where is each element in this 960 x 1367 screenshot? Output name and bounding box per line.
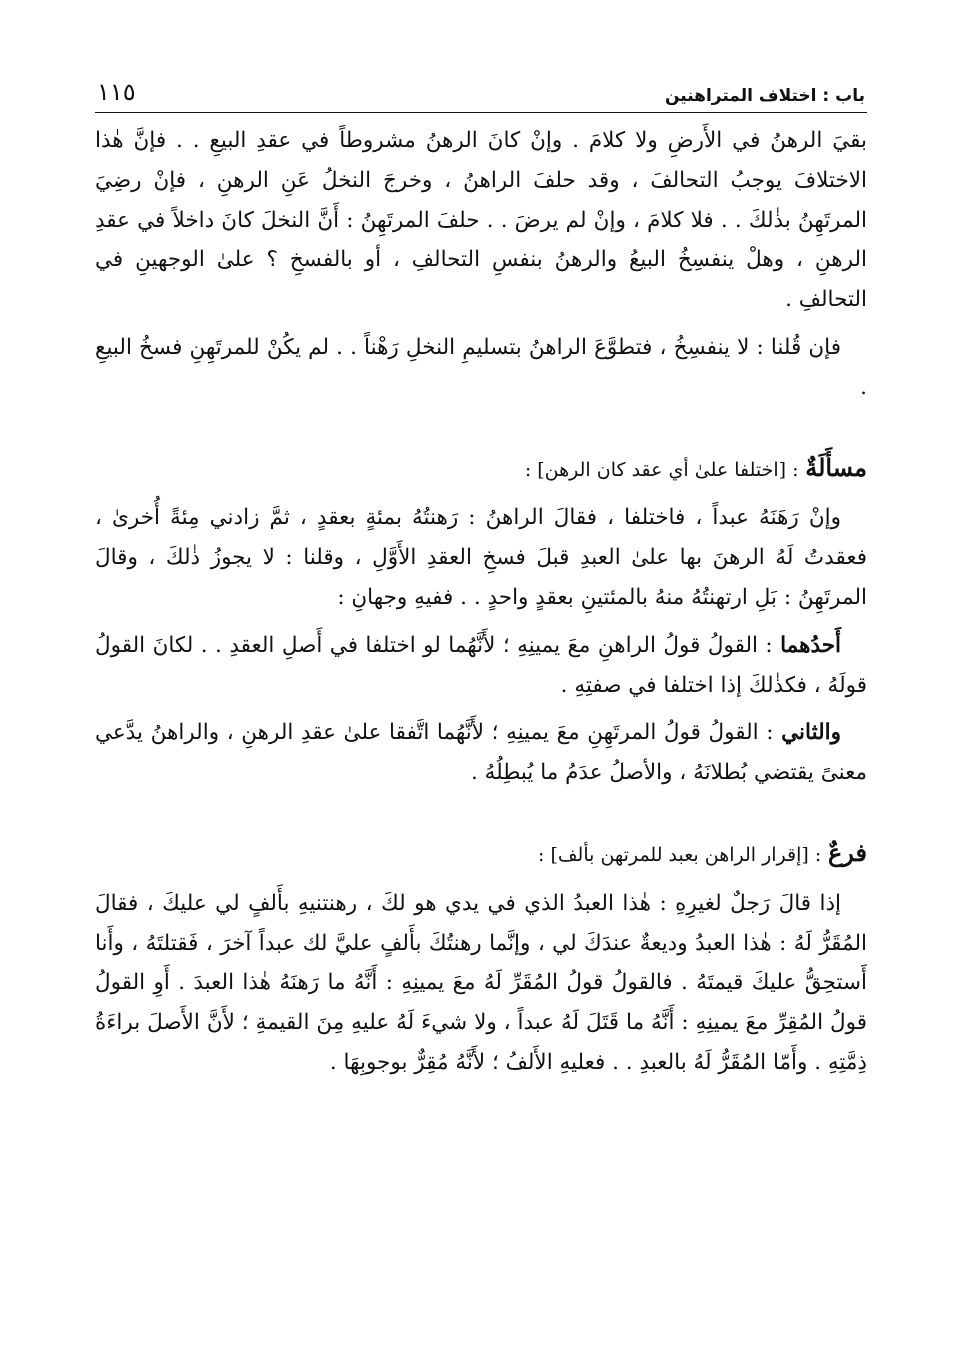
paragraph-lead: أَحدُهما	[780, 632, 841, 658]
page-number: ١١٥	[97, 78, 136, 106]
paragraph-text: : القولُ قولُ الراهنِ معَ يمينِهِ ؛ لأَنَّهُما لو اختلفا في أَصلِ العقدِ . . لكانَ القولُ قولَهُ ، فكذٰلكَ إذا اختلفا في صفتِهِ .	[95, 632, 867, 698]
paragraph-text: : القولُ قولُ المرتَهِنِ معَ يمينِهِ ؛ لأَنَّهُما اتَّفقا علىٰ عقدِ الرهنِ ، والراهنُ يدَّعي معنىً يقتضي بُطلانَهُ ، والأصلُ عدَمُ ما يُبطِلُهُ .	[95, 720, 867, 786]
paragraph: فإن قُلنا : لا ينفسِخُ ، فتطوَّعَ الراهنُ بتسليمِ النخلِ رَهْناً . . لم يكُنْ للمرتَهِنِ فسخُ البيعِ .	[95, 334, 867, 400]
page-header	[95, 70, 867, 113]
paragraph-continued: بقيَ الرهنُ في الأَرضِ ولا كلامَ . وإنْ كانَ الرهنُ مشروطاً في عقدِ البيعِ . . فإنَّ هٰذا الاختلافَ يوجبُ التحالفَ ، وقد حلفَ الراهنُ ، وخرجَ النخلُ عَنِ الرهنِ ، فإنْ رضِيَ المرتَهِنُ بذٰلكَ . . فلا كلامَ ، وإنْ لم يرضَ . . حلفَ المرتَهِنُ : أَنَّ النخلَ كانَ داخلاً في عقدِ الرهنِ ، وهلْ ينفسِخُ البيعُ والرهنُ بنفسِ التحالفِ ، أو بالفسخِ ؟ علىٰ الوجهينِ في التحالفِ .	[95, 128, 867, 313]
paragraph-lead: والثاني	[781, 720, 841, 746]
section-subtitle: : [إقرار الراهن بعبد للمرتهن بألف] :	[538, 843, 822, 866]
page-body	[95, 121, 867, 1083]
paragraph-second-view	[95, 713, 867, 793]
section-heading-far	[95, 833, 867, 876]
paragraph: وإنْ رَهَنَهُ عبداً ، فاختلفا ، فقالَ الراهنُ : رَهنتُهُ بمئةٍ بعقدٍ ، ثمَّ زادني مِئةً أُخرىٰ ، فعقدتُ لَهُ الرهنَ بها علىٰ العبدِ قبلَ فسخِ العقدِ الأَوَّلِ ، وقلنا : لا يجوزُ ذٰلكَ ، وقالَ المرتَهِنُ : بَلِ ارتهنتُهُ منهُ بالمئتينِ بعقدٍ واحدٍ . . ففيهِ وجهانِ :	[95, 505, 867, 610]
section-heading-masala	[95, 448, 867, 491]
section-term: فرعٌ	[827, 837, 867, 867]
document-page	[95, 70, 867, 1083]
section-subtitle: : [اختلفا علىٰ أي عقد كان الرهن] :	[524, 458, 799, 481]
paragraph: إذا قالَ رَجلٌ لغيرِهِ : هٰذا العبدُ الذي في يدي هو لكَ ، رهنتنيهِ بأَلفٍ لي عليكَ ، فقالَ المُقَرُّ لَهُ : هٰذا العبدُ وديعةٌ عندَكَ لي ، وإنَّما رهنتُكَ بأَلفٍ عليَّ لك عبداً آخرَ ، فَقتلتَهُ ، وأَنا أَستحِقُّ عليكَ قيمتَهُ . فالقولُ قولُ المُقَرِّ لَهُ معَ يمينِهِ : أَنَّهُ ما رَهنَهُ هٰذا العبدَ . أَوِ القولُ قولُ المُقِرِّ معَ يمينِهِ : أَنَّهُ ما قَتَلَ لَهُ عبداً ، ولا شيءَ لَهُ عليهِ مِنَ القيمةِ ؛ لأَنَّ الأَصلَ براءَةُ ذِمَّتِهِ . وأَمّا المُقَرُّ لَهُ بالعبدِ . . فعليهِ الأَلفُ ؛ لأَنَّهُ مُقِرٌّ بوجوبِهَا .	[95, 890, 867, 1075]
paragraph-first-view	[95, 626, 867, 706]
section-term: مسأَلَةٌ	[805, 452, 867, 482]
running-title: باب : اختلاف المتراهنين	[665, 86, 865, 106]
